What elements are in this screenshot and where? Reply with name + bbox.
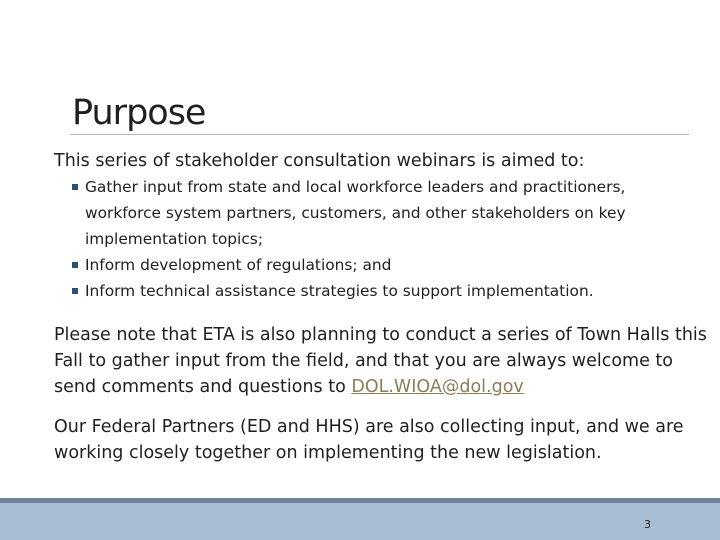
footer-band — [0, 503, 720, 540]
bullet-item-inform-regulations — [85, 252, 718, 278]
bullet-text: Gather input from state and local workforce leaders and practitioners, workforce system partners, customers, and other stakeholders on key implementation topics; — [85, 178, 626, 248]
town-halls-note-text: Please note that ETA is also planning to conduct a series of Town Halls this Fall to gather input from the field, and that you are always welcome to send comments and questions to — [54, 325, 707, 397]
title-underline — [70, 134, 689, 135]
slide-title: Purpose — [72, 93, 206, 133]
bullet-item-inform-technical-assistance — [85, 278, 718, 304]
email-link[interactable]: DOL.WIOA@dol.gov — [351, 377, 524, 397]
slide-content — [54, 150, 718, 466]
square-bullet-icon — [72, 288, 78, 294]
page-number: 3 — [644, 518, 651, 531]
intro-text: This series of stakeholder consultation webinars is aimed to: — [54, 151, 585, 171]
bullet-text: Inform technical assistance strategies to support implementation. — [85, 282, 594, 300]
bullet-item-gather-input — [85, 174, 718, 252]
purpose-bullets — [54, 174, 718, 304]
federal-partners-note: Our Federal Partners (ED and HHS) are also collecting input, and we are working closely together on implementing the new legislation. — [54, 417, 684, 463]
bullet-text: Inform development of regulations; and — [85, 256, 392, 274]
square-bullet-icon — [72, 184, 78, 190]
square-bullet-icon — [72, 262, 78, 268]
town-halls-note — [54, 322, 718, 400]
